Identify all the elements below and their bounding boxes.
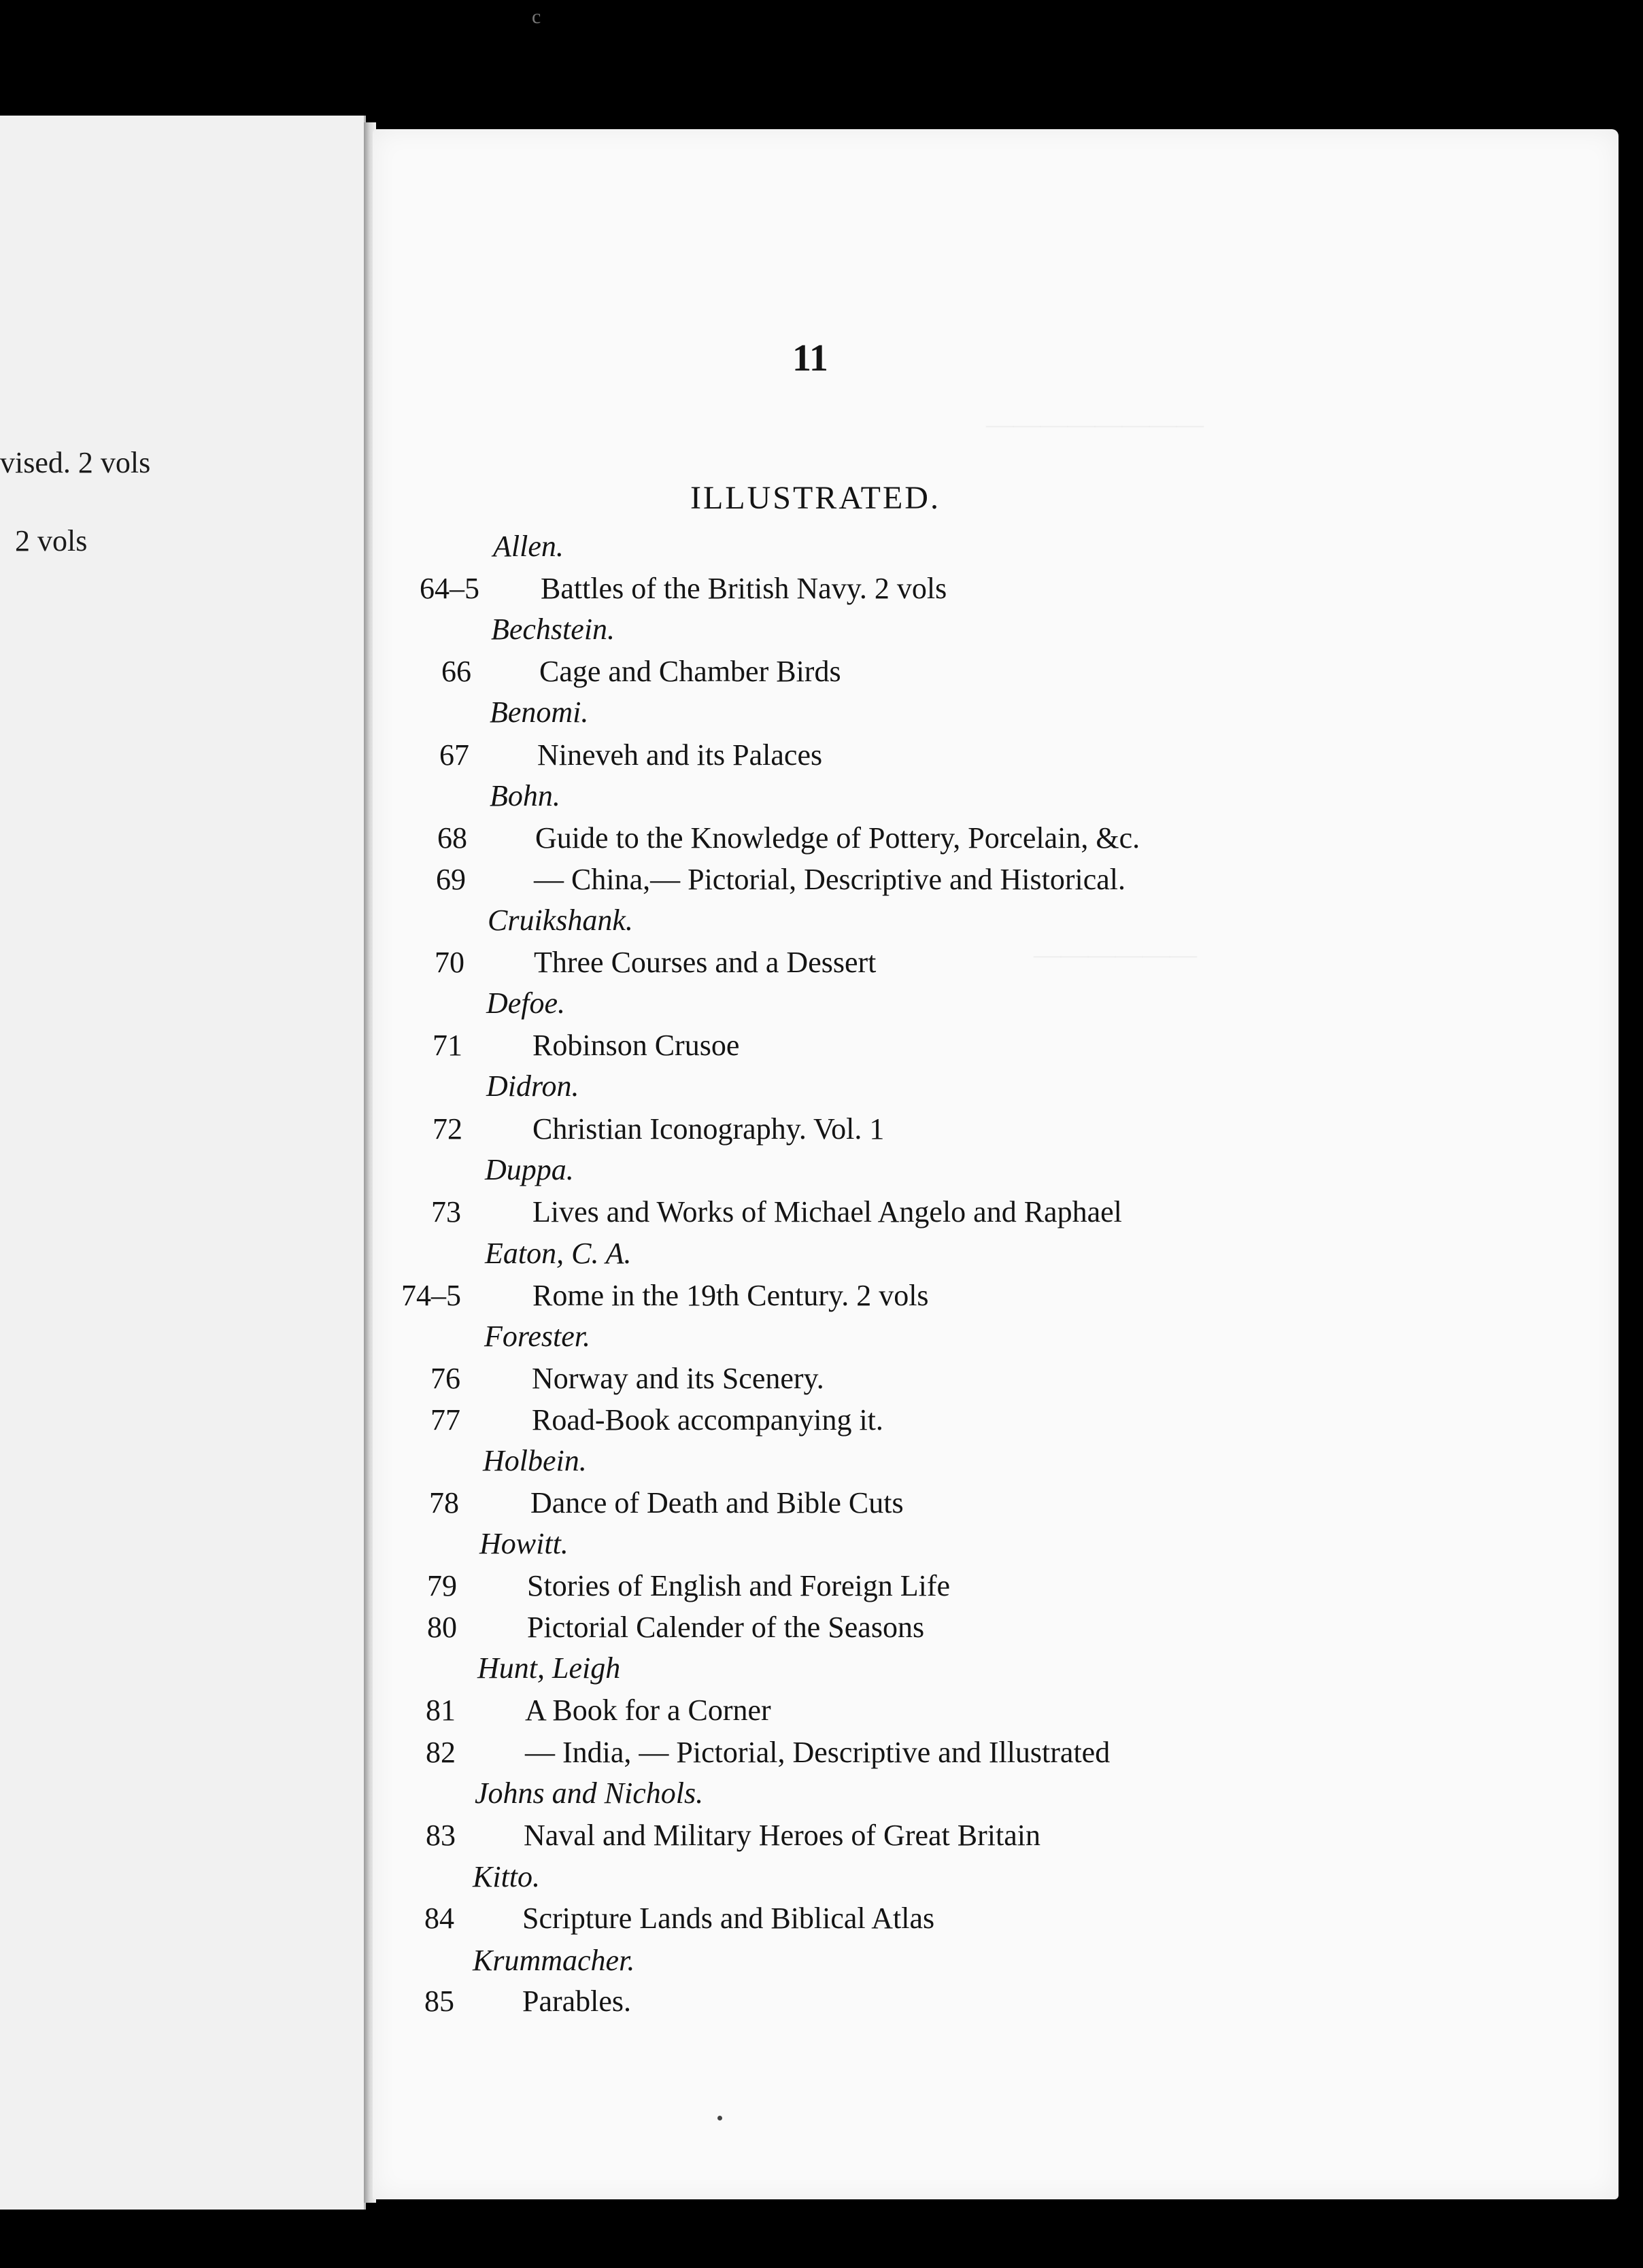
author-heading: Forester. <box>484 1320 591 1353</box>
entry-number: 74–5 <box>401 1279 461 1312</box>
left-page-line-1: vised. 2 vols <box>0 446 151 479</box>
author-heading: Hunt, Leigh <box>477 1651 621 1685</box>
left-page <box>0 116 366 2210</box>
entry-number: 79 <box>427 1569 457 1602</box>
author-heading: Benomi. <box>490 695 589 729</box>
entry-number: 72 <box>433 1112 462 1146</box>
entry-title: — India, — Pictorial, Descriptive and Illustrated <box>525 1736 1111 1769</box>
author-heading: Holbein. <box>483 1444 587 1477</box>
author-heading: Bohn. <box>490 779 560 812</box>
entry-title: Lives and Works of Michael Angelo and Raphael <box>532 1195 1122 1228</box>
left-page-line-2: 2 vols <box>15 524 88 557</box>
entry-number: 82 <box>426 1736 456 1769</box>
author-heading: Kitto. <box>473 1860 541 1893</box>
entry-number: 85 <box>424 1984 454 2018</box>
entry-number: 73 <box>431 1195 461 1228</box>
entry-title: Christian Iconography. Vol. 1 <box>532 1112 885 1146</box>
author-heading: Johns and Nichols. <box>475 1776 704 1810</box>
entry-title: Guide to the Knowledge of Pottery, Porcelain, &c. <box>535 821 1140 855</box>
bleed-through: ———————— <box>986 409 1204 439</box>
author-heading: Krummacher. <box>473 1944 635 1977</box>
page-number: 11 <box>792 337 828 379</box>
entry-title: A Book for a Corner <box>525 1694 771 1727</box>
entry-title: Cage and Chamber Birds <box>539 655 841 688</box>
entry-number: 84 <box>424 1902 454 1935</box>
entry-number: 78 <box>429 1486 459 1519</box>
entry-number: 83 <box>426 1819 456 1852</box>
entry-title: Norway and its Scenery. <box>532 1362 824 1395</box>
author-heading: Duppa. <box>485 1153 574 1186</box>
entry-title: Naval and Military Heroes of Great Britain <box>524 1819 1040 1852</box>
entry-number: 69 <box>436 863 466 896</box>
entry-title: Battles of the British Navy. 2 vols <box>541 572 947 605</box>
entry-title: Nineveh and its Palaces <box>537 738 823 772</box>
author-heading: Cruikshank. <box>488 904 633 937</box>
entry-number: 64–5 <box>420 572 479 605</box>
entry-title: Three Courses and a Dessert <box>534 946 877 979</box>
entry-number: 66 <box>441 655 471 688</box>
section-heading: ILLUSTRATED. <box>690 480 941 516</box>
author-heading: Eaton, C. A. <box>485 1237 632 1270</box>
ink-dot <box>717 2116 722 2120</box>
entry-title: Parables. <box>522 1984 632 2018</box>
entry-number: 71 <box>433 1029 462 1062</box>
author-heading: Defoe. <box>486 986 566 1020</box>
entry-title: — China,— Pictorial, Descriptive and Historical. <box>534 863 1126 896</box>
entry-number: 76 <box>430 1362 460 1395</box>
author-heading: Howitt. <box>479 1527 569 1560</box>
entry-number: 70 <box>435 946 464 979</box>
entry-number: 77 <box>430 1403 460 1437</box>
author-heading: Bechstein. <box>491 613 615 646</box>
entry-title: Rome in the 19th Century. 2 vols <box>532 1279 929 1312</box>
entry-number: 67 <box>439 738 469 772</box>
bleed-through: —————— <box>1034 939 1197 969</box>
entry-title: Road-Book accompanying it. <box>532 1403 883 1437</box>
entry-title: Robinson Crusoe <box>532 1029 740 1062</box>
entry-title: Dance of Death and Bible Cuts <box>530 1486 904 1519</box>
entry-title: Pictorial Calender of the Seasons <box>527 1611 925 1644</box>
entry-number: 81 <box>426 1694 456 1727</box>
scan-mark: c <box>532 5 541 28</box>
entry-number: 68 <box>437 821 467 855</box>
author-heading: Allen. <box>493 530 564 563</box>
entry-title: Scripture Lands and Biblical Atlas <box>522 1902 935 1935</box>
entry-title: Stories of English and Foreign Life <box>527 1569 951 1602</box>
author-heading: Didron. <box>486 1069 579 1103</box>
entry-number: 80 <box>427 1611 457 1644</box>
